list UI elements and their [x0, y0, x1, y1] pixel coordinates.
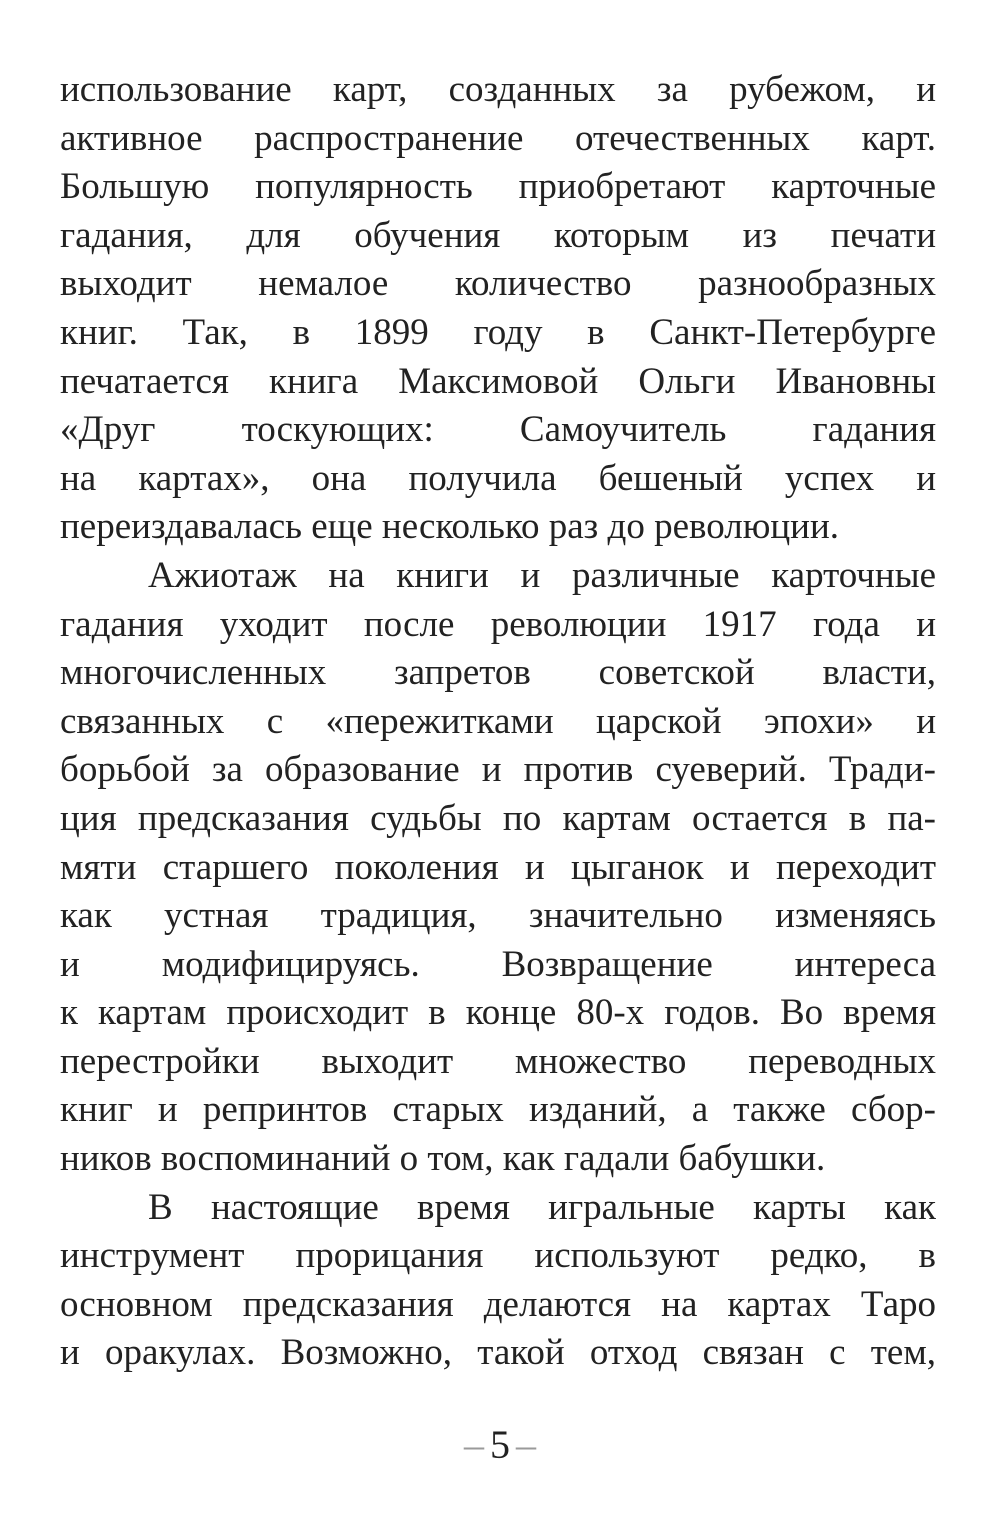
text-line: активное распространение отечественных карт. [60, 117, 936, 159]
text-line: перестройки выходит множество переводных [60, 1040, 936, 1082]
dash-right: – [516, 1422, 536, 1467]
text-line: связанных с «пережитками царской эпохи» и [60, 700, 936, 742]
dash-left: – [464, 1422, 484, 1467]
page-number-footer [0, 1415, 1000, 1475]
text-line: гадания уходит после революции 1917 года и [60, 603, 936, 645]
text-line: ция предсказания судьбы по картам остается в па- [60, 797, 936, 839]
text-line: переиздавалась еще несколько раз до революции. [60, 506, 840, 548]
paragraph [60, 1184, 936, 1378]
text-line: Ажиотаж на книги и различные карточные [148, 554, 936, 596]
text-line: мяти старшего поколения и цыганок и переходит [60, 846, 936, 888]
text-line: инструмент прорицания используют редко, в [60, 1235, 936, 1277]
text-line: выходит немалое количество разнообразных [60, 263, 936, 305]
text-line: В настоящие время игральные карты как [148, 1186, 936, 1228]
text-line: печатается книга Максимовой Ольги Ивановны [60, 360, 936, 402]
text-line: книг. Так, в 1899 году в Санкт-Петербурге [60, 311, 936, 353]
text-line: книг и репринтов старых изданий, а также сбор- [60, 1089, 936, 1131]
text-line: ников воспоминаний о том, как гадали бабушки. [60, 1138, 826, 1180]
page-body [60, 66, 936, 1378]
text-line: как устная традиция, значительно изменяясь [60, 895, 936, 937]
paragraph [60, 66, 936, 552]
text-line: многочисленных запретов советской власти, [60, 652, 936, 694]
text-line: основном предсказания делаются на картах Таро [60, 1283, 936, 1325]
paragraph [60, 552, 936, 1184]
text-line: и модифицируясь. Возвращение интереса [60, 943, 936, 985]
text-line: на картах», она получила бешеный успех и [60, 457, 936, 499]
text-line: гадания, для обучения которым из печати [60, 214, 936, 256]
text-line: «Друг тоскующих: Самоучитель гадания [60, 409, 936, 451]
text-line: Большую популярность приобретают карточные [60, 166, 936, 208]
text-line: борьбой за образование и против суеверий. Тради- [60, 749, 936, 791]
text-line: и оракулах. Возможно, такой отход связан с тем, [60, 1332, 936, 1374]
text-line: использование карт, созданных за рубежом, и [60, 69, 936, 110]
page-number: 5 [490, 1422, 510, 1467]
text-line: к картам происходит в конце 80-х годов. Во время [60, 992, 936, 1034]
